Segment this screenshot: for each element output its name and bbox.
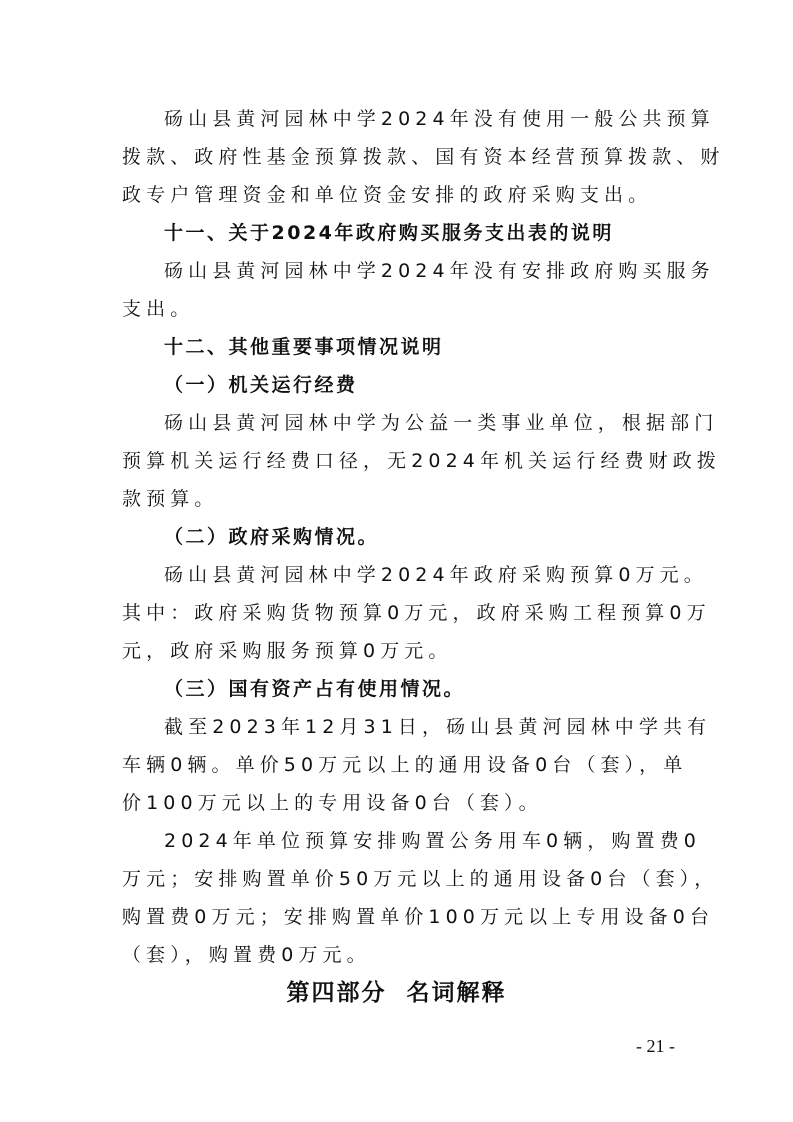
body-text-line: 砀山县黄河园林中学2024年没有使用一般公共预算	[164, 108, 715, 130]
body-text-line: 2024年单位预算安排购置公务用车0辆，购置费0	[164, 830, 701, 852]
body-text-line: 元，政府采购服务预算0万元。	[122, 640, 453, 662]
body-text-line: 政专户管理资金和单位资金安排的政府采购支出。	[122, 184, 653, 206]
body-text-line: 砀山县黄河园林中学2024年没有安排政府购买服务	[164, 260, 715, 282]
page-number: - 21 -	[636, 1036, 675, 1056]
body-text-line: 万元；安排购置单价50万元以上的通用设备0台（套），	[122, 868, 719, 890]
subsection-heading-1: （一）机关运行经费	[164, 374, 358, 396]
body-text-line: 砀山县黄河园林中学2024年政府采购预算0万元。	[164, 564, 708, 586]
body-text-line: 其中：政府采购货物预算0万元，政府采购工程预算0万	[122, 602, 711, 624]
body-text-line: 支出。	[122, 298, 195, 320]
body-text-line: 车辆0辆。单价50万元以上的通用设备0台（套），单	[122, 754, 688, 776]
section-heading-12: 十二、其他重要事项情况说明	[164, 336, 444, 358]
subsection-heading-3: （三）国有资产占有使用情况。	[164, 678, 466, 700]
section-heading-11: 十一、关于2024年政府购买服务支出表的说明	[164, 222, 614, 244]
body-text-line: 价100万元以上的专用设备0台（套）。	[122, 792, 543, 814]
body-text-line: 款预算。	[122, 488, 219, 510]
part-title: 第四部分 名词解释	[286, 980, 507, 1006]
body-text-line: 拨款、政府性基金预算拨款、国有资本经营预算拨款、财	[122, 146, 725, 168]
body-text-line: 购置费0万元；安排购置单价100万元以上专用设备0台	[122, 906, 715, 928]
subsection-heading-2: （二）政府采购情况。	[164, 526, 380, 548]
body-text-line: 预算机关运行经费口径，无2024年机关运行经费财政拨	[122, 450, 721, 472]
body-text-line: 砀山县黄河园林中学为公益一类事业单位，根据部门	[164, 412, 719, 434]
body-text-line: （套），购置费0万元。	[122, 944, 371, 966]
body-text-line: 截至2023年12月31日，砀山县黄河园林中学共有	[164, 716, 712, 738]
